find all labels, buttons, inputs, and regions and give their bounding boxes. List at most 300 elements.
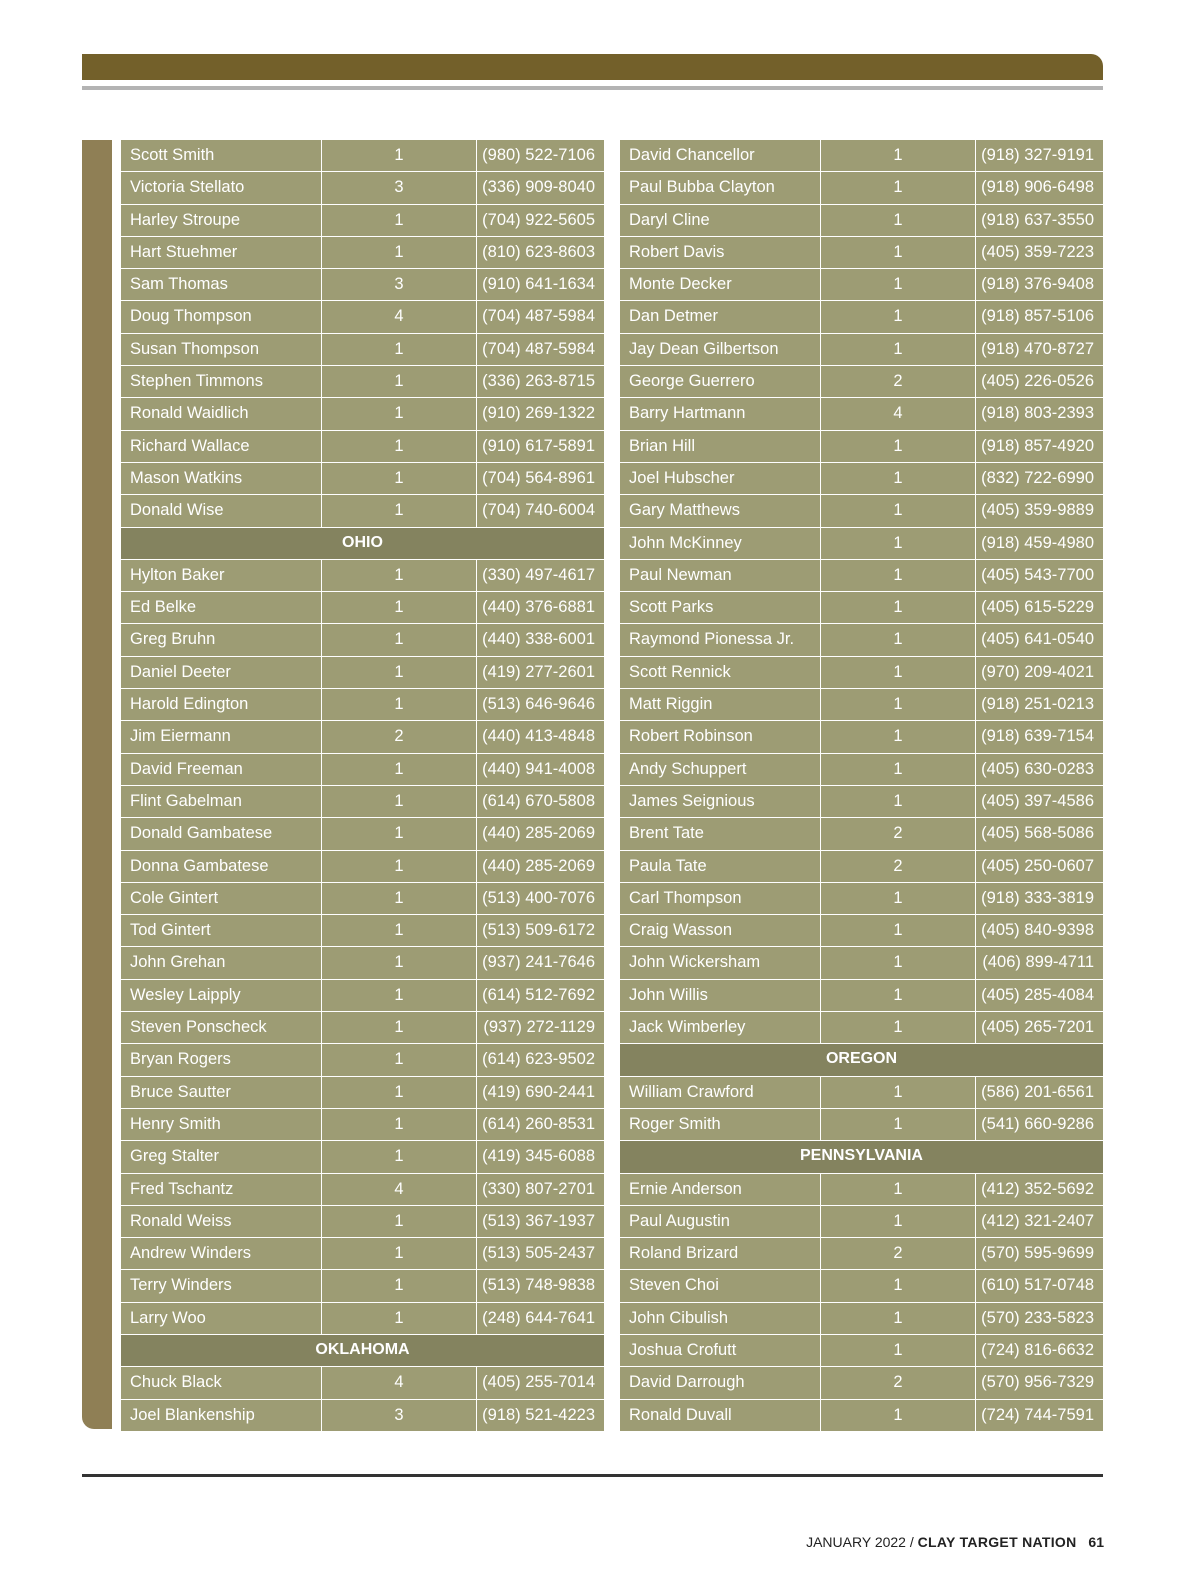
phone-number: (405) 285-4084 — [975, 980, 1103, 1011]
entry-count: 1 — [820, 205, 975, 236]
member-name: Ed Belke — [121, 592, 321, 623]
roster-table-left — [121, 140, 604, 1432]
entry-count: 1 — [820, 1270, 975, 1301]
member-name: Chuck Black — [121, 1367, 321, 1398]
table-row — [121, 947, 604, 979]
table-row — [121, 140, 604, 172]
entry-count: 2 — [820, 851, 975, 882]
state-header: OHIO — [121, 528, 604, 560]
member-name: Joel Hubscher — [620, 463, 820, 494]
phone-number: (704) 922-5605 — [476, 205, 604, 236]
entry-count: 2 — [820, 366, 975, 397]
phone-number: (440) 285-2069 — [476, 818, 604, 849]
table-row — [620, 301, 1103, 333]
footer-page-number: 61 — [1088, 1534, 1104, 1550]
entry-count: 1 — [321, 947, 476, 978]
entry-count: 1 — [321, 334, 476, 365]
table-row — [121, 1238, 604, 1270]
phone-number: (910) 617-5891 — [476, 431, 604, 462]
entry-count: 1 — [820, 947, 975, 978]
table-row — [620, 431, 1103, 463]
table-row — [121, 657, 604, 689]
entry-count: 1 — [321, 915, 476, 946]
member-name: Joshua Crofutt — [620, 1335, 820, 1366]
phone-number: (513) 400-7076 — [476, 883, 604, 914]
phone-number: (832) 722-6990 — [975, 463, 1103, 494]
member-name: Craig Wasson — [620, 915, 820, 946]
table-row — [121, 883, 604, 915]
phone-number: (570) 233-5823 — [975, 1303, 1103, 1334]
table-row — [620, 140, 1103, 172]
phone-number: (405) 265-7201 — [975, 1012, 1103, 1043]
phone-number: (810) 623-8603 — [476, 237, 604, 268]
phone-number: (918) 333-3819 — [975, 883, 1103, 914]
member-name: Roland Brizard — [620, 1238, 820, 1269]
entry-count: 1 — [321, 592, 476, 623]
table-row — [121, 624, 604, 656]
entry-count: 3 — [321, 269, 476, 300]
member-name: Larry Woo — [121, 1303, 321, 1334]
phone-number: (918) 251-0213 — [975, 689, 1103, 720]
table-row — [620, 269, 1103, 301]
table-row — [620, 528, 1103, 560]
table-row — [620, 205, 1103, 237]
member-name: Doug Thompson — [121, 301, 321, 332]
table-row — [620, 754, 1103, 786]
footer-separator: / — [909, 1534, 914, 1550]
phone-number: (419) 345-6088 — [476, 1141, 604, 1172]
member-name: Cole Gintert — [121, 883, 321, 914]
entry-count: 1 — [321, 786, 476, 817]
member-name: Gary Matthews — [620, 495, 820, 526]
table-row — [620, 560, 1103, 592]
member-name: Greg Stalter — [121, 1141, 321, 1172]
phone-number: (614) 623-9502 — [476, 1044, 604, 1075]
table-row — [620, 1270, 1103, 1302]
phone-number: (614) 260-8531 — [476, 1109, 604, 1140]
table-row — [121, 398, 604, 430]
member-name: Matt Riggin — [620, 689, 820, 720]
member-name: Tod Gintert — [121, 915, 321, 946]
entry-count: 1 — [321, 689, 476, 720]
page-footer — [806, 1534, 1104, 1550]
table-row — [620, 947, 1103, 979]
member-name: Harley Stroupe — [121, 205, 321, 236]
roster-table-right — [620, 140, 1103, 1432]
member-name: Daniel Deeter — [121, 657, 321, 688]
entry-count: 1 — [820, 1077, 975, 1108]
member-name: Stephen Timmons — [121, 366, 321, 397]
entry-count: 1 — [820, 495, 975, 526]
entry-count: 1 — [820, 1174, 975, 1205]
table-row — [620, 334, 1103, 366]
entry-count: 1 — [820, 301, 975, 332]
table-row — [620, 915, 1103, 947]
side-accent-strip — [82, 140, 112, 1429]
member-name: David Freeman — [121, 754, 321, 785]
member-name: James Seignious — [620, 786, 820, 817]
entry-count: 1 — [820, 1109, 975, 1140]
phone-number: (330) 497-4617 — [476, 560, 604, 591]
member-name: Steven Ponscheck — [121, 1012, 321, 1043]
phone-number: (405) 641-0540 — [975, 624, 1103, 655]
entry-count: 1 — [820, 915, 975, 946]
phone-number: (405) 630-0283 — [975, 754, 1103, 785]
table-row — [620, 1335, 1103, 1367]
phone-number: (440) 376-6881 — [476, 592, 604, 623]
member-name: Scott Parks — [620, 592, 820, 623]
phone-number: (405) 226-0526 — [975, 366, 1103, 397]
table-row — [620, 1012, 1103, 1044]
table-row — [121, 1206, 604, 1238]
table-row — [121, 1270, 604, 1302]
phone-number: (405) 250-0607 — [975, 851, 1103, 882]
table-row — [121, 689, 604, 721]
phone-number: (440) 338-6001 — [476, 624, 604, 655]
phone-number: (614) 670-5808 — [476, 786, 604, 817]
table-row — [121, 1141, 604, 1173]
table-row — [620, 495, 1103, 527]
member-name: Donald Gambatese — [121, 818, 321, 849]
member-name: Ronald Duvall — [620, 1400, 820, 1431]
entry-count: 1 — [820, 786, 975, 817]
table-row — [121, 172, 604, 204]
phone-number: (614) 512-7692 — [476, 980, 604, 1011]
entry-count: 1 — [820, 592, 975, 623]
phone-number: (918) 376-9408 — [975, 269, 1103, 300]
member-name: Hart Stuehmer — [121, 237, 321, 268]
phone-number: (440) 941-4008 — [476, 754, 604, 785]
entry-count: 1 — [321, 205, 476, 236]
phone-number: (405) 615-5229 — [975, 592, 1103, 623]
table-row — [121, 754, 604, 786]
entry-count: 1 — [820, 431, 975, 462]
entry-count: 1 — [321, 1109, 476, 1140]
phone-number: (610) 517-0748 — [975, 1270, 1103, 1301]
entry-count: 1 — [321, 495, 476, 526]
table-row — [620, 1077, 1103, 1109]
phone-number: (918) 857-4920 — [975, 431, 1103, 462]
entry-count: 1 — [321, 1270, 476, 1301]
phone-number: (910) 641-1634 — [476, 269, 604, 300]
phone-number: (248) 644-7641 — [476, 1303, 604, 1334]
state-header: PENNSYLVANIA — [620, 1141, 1103, 1173]
phone-number: (440) 285-2069 — [476, 851, 604, 882]
member-name: Ernie Anderson — [620, 1174, 820, 1205]
header-bar — [82, 54, 1103, 80]
entry-count: 1 — [321, 237, 476, 268]
entry-count: 1 — [321, 1303, 476, 1334]
phone-number: (419) 277-2601 — [476, 657, 604, 688]
phone-number: (937) 241-7646 — [476, 947, 604, 978]
table-row — [121, 1012, 604, 1044]
entry-count: 1 — [820, 269, 975, 300]
member-name: Bryan Rogers — [121, 1044, 321, 1075]
entry-count: 2 — [321, 721, 476, 752]
state-header: OREGON — [620, 1044, 1103, 1076]
member-name: Andy Schuppert — [620, 754, 820, 785]
phone-number: (440) 413-4848 — [476, 721, 604, 752]
entry-count: 1 — [321, 1077, 476, 1108]
table-row — [620, 624, 1103, 656]
entry-count: 3 — [321, 1400, 476, 1431]
member-name: George Guerrero — [620, 366, 820, 397]
member-name: Richard Wallace — [121, 431, 321, 462]
phone-number: (910) 269-1322 — [476, 398, 604, 429]
member-name: Jack Wimberley — [620, 1012, 820, 1043]
phone-number: (724) 744-7591 — [975, 1400, 1103, 1431]
phone-number: (918) 327-9191 — [975, 140, 1103, 171]
entry-count: 2 — [820, 1238, 975, 1269]
header-rule — [82, 86, 1103, 90]
table-row — [121, 1109, 604, 1141]
phone-number: (405) 255-7014 — [476, 1367, 604, 1398]
phone-number: (419) 690-2441 — [476, 1077, 604, 1108]
entry-count: 1 — [820, 657, 975, 688]
member-name: Jay Dean Gilbertson — [620, 334, 820, 365]
phone-number: (937) 272-1129 — [476, 1012, 604, 1043]
state-header: OKLAHOMA — [121, 1335, 604, 1367]
table-row — [121, 1367, 604, 1399]
member-name: Jim Eiermann — [121, 721, 321, 752]
table-row — [620, 463, 1103, 495]
entry-count: 1 — [321, 851, 476, 882]
member-name: Dan Detmer — [620, 301, 820, 332]
table-row — [620, 398, 1103, 430]
member-name: Barry Hartmann — [620, 398, 820, 429]
table-row — [121, 205, 604, 237]
entry-count: 1 — [321, 624, 476, 655]
member-name: Susan Thompson — [121, 334, 321, 365]
member-name: Paul Newman — [620, 560, 820, 591]
table-row — [620, 172, 1103, 204]
member-name: Donald Wise — [121, 495, 321, 526]
entry-count: 1 — [820, 237, 975, 268]
entry-count: 1 — [820, 1303, 975, 1334]
entry-count: 1 — [820, 528, 975, 559]
table-row — [121, 851, 604, 883]
phone-number: (704) 487-5984 — [476, 301, 604, 332]
entry-count: 1 — [820, 560, 975, 591]
entry-count: 1 — [820, 883, 975, 914]
entry-count: 1 — [321, 1012, 476, 1043]
table-row — [121, 1303, 604, 1335]
entry-count: 1 — [321, 366, 476, 397]
entry-count: 1 — [321, 1238, 476, 1269]
member-name: John Willis — [620, 980, 820, 1011]
entry-count: 1 — [820, 140, 975, 171]
table-row — [620, 786, 1103, 818]
table-row — [121, 786, 604, 818]
footer-magazine-title: CLAY TARGET NATION — [917, 1534, 1077, 1550]
phone-number: (724) 816-6632 — [975, 1335, 1103, 1366]
member-name: Paula Tate — [620, 851, 820, 882]
phone-number: (330) 807-2701 — [476, 1174, 604, 1205]
footer-date: JANUARY 2022 — [806, 1534, 906, 1550]
member-name: David Darrough — [620, 1367, 820, 1398]
phone-number: (405) 397-4586 — [975, 786, 1103, 817]
phone-number: (918) 459-4980 — [975, 528, 1103, 559]
entry-count: 4 — [321, 1367, 476, 1398]
entry-count: 1 — [321, 980, 476, 1011]
phone-number: (918) 906-6498 — [975, 172, 1103, 203]
member-name: Ronald Waidlich — [121, 398, 321, 429]
table-row — [620, 1367, 1103, 1399]
phone-number: (513) 367-1937 — [476, 1206, 604, 1237]
phone-number: (513) 748-9838 — [476, 1270, 604, 1301]
phone-number: (918) 639-7154 — [975, 721, 1103, 752]
entry-count: 1 — [820, 1206, 975, 1237]
member-name: Raymond Pionessa Jr. — [620, 624, 820, 655]
entry-count: 4 — [321, 1174, 476, 1205]
entry-count: 1 — [321, 398, 476, 429]
phone-number: (412) 321-2407 — [975, 1206, 1103, 1237]
phone-number: (336) 263-8715 — [476, 366, 604, 397]
entry-count: 1 — [321, 657, 476, 688]
member-name: Brian Hill — [620, 431, 820, 462]
table-row — [620, 1109, 1103, 1141]
table-row — [121, 592, 604, 624]
entry-count: 1 — [820, 689, 975, 720]
table-row — [121, 269, 604, 301]
table-row — [121, 1174, 604, 1206]
phone-number: (541) 660-9286 — [975, 1109, 1103, 1140]
entry-count: 2 — [820, 818, 975, 849]
phone-number: (513) 505-2437 — [476, 1238, 604, 1269]
member-name: Joel Blankenship — [121, 1400, 321, 1431]
table-row — [121, 1044, 604, 1076]
entry-count: 1 — [820, 1335, 975, 1366]
footer-rule — [82, 1474, 1103, 1477]
table-row — [121, 237, 604, 269]
member-name: John McKinney — [620, 528, 820, 559]
member-name: Wesley Laipply — [121, 980, 321, 1011]
member-name: Hylton Baker — [121, 560, 321, 591]
entry-count: 1 — [820, 172, 975, 203]
table-row — [620, 689, 1103, 721]
entry-count: 3 — [321, 172, 476, 203]
phone-number: (918) 521-4223 — [476, 1400, 604, 1431]
phone-number: (405) 568-5086 — [975, 818, 1103, 849]
member-name: Robert Robinson — [620, 721, 820, 752]
entry-count: 1 — [820, 721, 975, 752]
table-row — [620, 1238, 1103, 1270]
entry-count: 1 — [321, 431, 476, 462]
table-row — [121, 721, 604, 753]
entry-count: 1 — [321, 883, 476, 914]
phone-number: (918) 803-2393 — [975, 398, 1103, 429]
table-row — [620, 1206, 1103, 1238]
member-name: Greg Bruhn — [121, 624, 321, 655]
member-name: Flint Gabelman — [121, 786, 321, 817]
phone-number: (704) 564-8961 — [476, 463, 604, 494]
phone-number: (704) 740-6004 — [476, 495, 604, 526]
member-name: Donna Gambatese — [121, 851, 321, 882]
table-row — [121, 818, 604, 850]
member-name: William Crawford — [620, 1077, 820, 1108]
entry-count: 2 — [820, 1367, 975, 1398]
phone-number: (405) 359-9889 — [975, 495, 1103, 526]
table-row — [620, 657, 1103, 689]
entry-count: 1 — [820, 1012, 975, 1043]
table-row — [121, 334, 604, 366]
phone-number: (918) 470-8727 — [975, 334, 1103, 365]
table-row — [121, 1400, 604, 1432]
phone-number: (405) 359-7223 — [975, 237, 1103, 268]
phone-number: (970) 209-4021 — [975, 657, 1103, 688]
phone-number: (570) 595-9699 — [975, 1238, 1103, 1269]
entry-count: 4 — [820, 398, 975, 429]
member-name: Fred Tschantz — [121, 1174, 321, 1205]
member-name: Ronald Weiss — [121, 1206, 321, 1237]
entry-count: 1 — [321, 1141, 476, 1172]
member-name: Steven Choi — [620, 1270, 820, 1301]
member-name: Scott Rennick — [620, 657, 820, 688]
phone-number: (412) 352-5692 — [975, 1174, 1103, 1205]
table-row — [121, 366, 604, 398]
entry-count: 1 — [321, 754, 476, 785]
member-name: Carl Thompson — [620, 883, 820, 914]
member-name: John Cibulish — [620, 1303, 820, 1334]
phone-number: (570) 956-7329 — [975, 1367, 1103, 1398]
member-name: John Wickersham — [620, 947, 820, 978]
table-row — [620, 1303, 1103, 1335]
member-name: Robert Davis — [620, 237, 820, 268]
member-name: Harold Edington — [121, 689, 321, 720]
table-row — [620, 980, 1103, 1012]
table-row — [121, 301, 604, 333]
entry-count: 1 — [820, 463, 975, 494]
table-row — [620, 366, 1103, 398]
table-row — [620, 1174, 1103, 1206]
phone-number: (980) 522-7106 — [476, 140, 604, 171]
entry-count: 1 — [321, 1206, 476, 1237]
entry-count: 1 — [820, 1400, 975, 1431]
entry-count: 1 — [820, 980, 975, 1011]
entry-count: 1 — [820, 754, 975, 785]
member-name: Terry Winders — [121, 1270, 321, 1301]
table-row — [620, 883, 1103, 915]
entry-count: 1 — [820, 624, 975, 655]
table-row — [121, 980, 604, 1012]
phone-number: (405) 840-9398 — [975, 915, 1103, 946]
member-name: Sam Thomas — [121, 269, 321, 300]
phone-number: (406) 899-4711 — [975, 947, 1103, 978]
phone-number: (513) 509-6172 — [476, 915, 604, 946]
entry-count: 1 — [820, 334, 975, 365]
table-row — [620, 818, 1103, 850]
member-name: Andrew Winders — [121, 1238, 321, 1269]
entry-count: 1 — [321, 463, 476, 494]
table-row — [121, 495, 604, 527]
member-name: Paul Augustin — [620, 1206, 820, 1237]
table-row — [121, 1077, 604, 1109]
phone-number: (405) 543-7700 — [975, 560, 1103, 591]
member-name: John Grehan — [121, 947, 321, 978]
member-name: Roger Smith — [620, 1109, 820, 1140]
member-name: Brent Tate — [620, 818, 820, 849]
phone-number: (918) 857-5106 — [975, 301, 1103, 332]
entry-count: 4 — [321, 301, 476, 332]
member-name: David Chancellor — [620, 140, 820, 171]
phone-number: (586) 201-6561 — [975, 1077, 1103, 1108]
table-row — [121, 560, 604, 592]
table-row — [121, 915, 604, 947]
member-name: Bruce Sautter — [121, 1077, 321, 1108]
table-row — [620, 592, 1103, 624]
phone-number: (336) 909-8040 — [476, 172, 604, 203]
member-name: Mason Watkins — [121, 463, 321, 494]
